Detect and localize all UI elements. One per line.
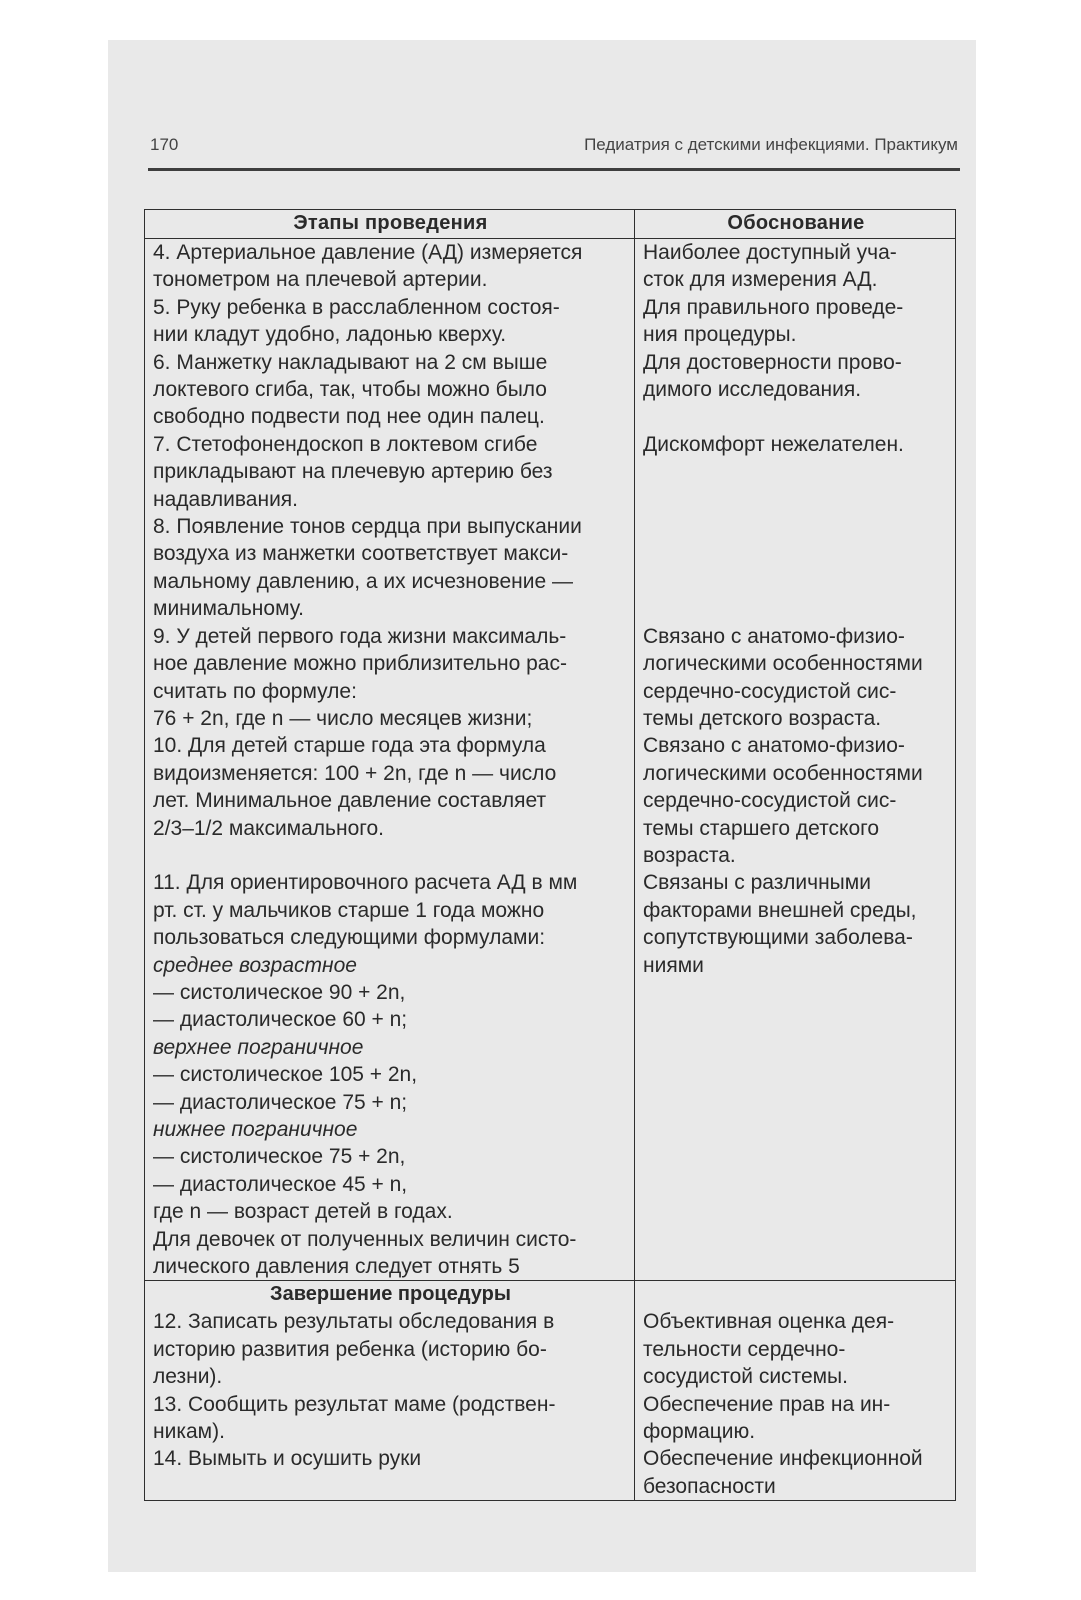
text-line: среднее возрастное <box>153 953 357 977</box>
header-rule <box>148 168 960 171</box>
text-line: Для достоверности прово- <box>643 350 902 374</box>
text-line: Связаны с различными <box>643 871 871 895</box>
text-line: лического давления следует отнять 5 <box>153 1255 520 1279</box>
section-title-empty <box>635 1281 955 1308</box>
text-line: 7. Стетофонендоскоп в локтевом сгибе <box>153 432 538 456</box>
text-line: свободно подвести под нее один палец. <box>153 405 545 429</box>
text-line <box>643 486 949 513</box>
text-line: где n — возраст детей в годах. <box>153 1200 453 1224</box>
text-line <box>643 595 949 622</box>
text-line: 6. Манжетку накладывают на 2 см выше <box>153 350 548 374</box>
page-number: 170 <box>150 135 179 154</box>
text-line: Связано с анатомо-физио- <box>643 734 905 758</box>
text-line <box>643 403 949 430</box>
table-body-part2 <box>145 1308 955 1500</box>
text-line: прикладывают на плечевую артерию без <box>153 460 553 484</box>
text-line: безопасности <box>643 1474 776 1498</box>
text-line: сток для измерения АД. <box>643 268 878 292</box>
text-line: Объективная оценка дея- <box>643 1310 895 1334</box>
text-line: считать по формуле: <box>153 679 357 703</box>
text-line: возраста. <box>643 843 736 867</box>
text-line: тонометром на плечевой артерии. <box>153 268 488 292</box>
text-line: 12. Записать результаты обследования в <box>153 1310 555 1334</box>
header-stages: Этапы проведения <box>145 210 635 238</box>
text-line: факторами внешней среды, <box>643 898 917 922</box>
text-line: темы старшего детского <box>643 816 880 840</box>
text-line: Обеспечение прав на ин- <box>643 1392 891 1416</box>
text-line: Обеспечение инфекционной <box>643 1447 923 1471</box>
text-line: историю развития ребенка (историю бо- <box>153 1337 547 1361</box>
rationale-column-part2 <box>635 1308 955 1500</box>
text-line: ния процедуры. <box>643 323 797 347</box>
text-line: димого исследования. <box>643 378 862 402</box>
text-line: 76 + 2n, где n — число месяцев жизни; <box>153 706 533 730</box>
table-header-row <box>145 210 955 239</box>
text-line: Наиболее доступный уча- <box>643 241 897 264</box>
text-line: 2/3–1/2 максимального. <box>153 816 384 840</box>
text-line: — систолическое 90 + 2n, <box>153 980 406 1004</box>
text-line: сердечно-сосудистой сис- <box>643 679 897 703</box>
text-line: 4. Артериальное давление (АД) измеряется <box>153 241 583 264</box>
text-line: — диастолическое 60 + n; <box>153 1008 408 1032</box>
text-line <box>643 540 949 567</box>
text-line <box>643 458 949 485</box>
text-line: пользоваться следующими формулами: <box>153 926 546 950</box>
text-line: рт. ст. у мальчиков старше 1 года можно <box>153 898 545 922</box>
text-line: — систолическое 75 + 2n, <box>153 1145 406 1169</box>
table-body-part1 <box>145 239 955 1280</box>
text-line: тельности сердечно- <box>643 1337 846 1361</box>
text-line: лезни). <box>153 1365 223 1389</box>
text-line: — диастолическое 45 + n, <box>153 1172 408 1196</box>
text-line: логическими особенностями <box>643 652 923 676</box>
rationale-column <box>635 239 955 1280</box>
text-line: темы детского возраста. <box>643 706 882 730</box>
text-line: формацию. <box>643 1420 756 1444</box>
text-line: Дискомфорт нежелателен. <box>643 432 904 456</box>
text-line: логическими особенностями <box>643 761 923 785</box>
text-line: Для правильного проведе- <box>643 295 904 319</box>
text-line: надавливания. <box>153 487 299 511</box>
text-line: 14. Вымыть и осушить руки <box>153 1447 422 1471</box>
text-line: Связано с анатомо-физио- <box>643 624 905 648</box>
text-line: нижнее пограничное <box>153 1118 358 1141</box>
text-line <box>643 513 949 540</box>
page-header <box>148 131 960 157</box>
text-line: воздуха из манжетки соответствует макси- <box>153 542 569 566</box>
text-line: — систолическое 105 + 2n, <box>153 1063 418 1087</box>
text-line: 13. Сообщить результат маме (родствен- <box>153 1392 556 1416</box>
text-line <box>643 568 949 595</box>
text-line: 5. Руку ребенка в расслабленном состоя- <box>153 295 560 319</box>
text-line: минимальному. <box>153 597 304 621</box>
text-line: 11. Для ориентировочного расчета АД в мм <box>153 871 578 895</box>
procedure-table <box>144 209 956 1501</box>
stages-column-part2 <box>145 1308 635 1500</box>
text-line: нии кладут удобно, ладонью кверху. <box>153 323 507 347</box>
running-title: Педиатрия с детскими инфекциями. Практикум <box>584 135 958 154</box>
section-row <box>145 1280 955 1308</box>
text-line: — диастолическое 75 + n; <box>153 1090 408 1114</box>
section-title: Завершение процедуры <box>145 1281 635 1308</box>
text-line: никам). <box>153 1420 225 1444</box>
text-line: ное давление можно приблизительно рас- <box>153 652 567 676</box>
text-line: сопутствующими заболева- <box>643 926 913 950</box>
text-line: 8. Появление тонов сердца при выпускании <box>153 515 582 539</box>
header-rationale: Обоснование <box>727 212 865 234</box>
text-line: локтевого сгиба, так, чтобы можно было <box>153 378 547 402</box>
text-line: сердечно-сосудистой сис- <box>643 789 897 813</box>
text-line: сосудистой системы. <box>643 1365 848 1389</box>
text-line: верхнее пограничное <box>153 1035 364 1059</box>
text-line: видоизменяется: 100 + 2n, где n — число <box>153 761 557 785</box>
text-line: ниями <box>643 953 704 977</box>
text-line: 10. Для детей старше года эта формула <box>153 734 546 758</box>
text-line: мальному давлению, а их исчезновение — <box>153 569 573 593</box>
text-line: Для девочек от полученных величин систо- <box>153 1227 577 1251</box>
stages-column <box>145 239 635 1280</box>
text-line: лет. Минимальное давление составляет <box>153 789 547 813</box>
text-line: 9. У детей первого года жизни максималь- <box>153 624 567 648</box>
text-line <box>153 842 628 869</box>
